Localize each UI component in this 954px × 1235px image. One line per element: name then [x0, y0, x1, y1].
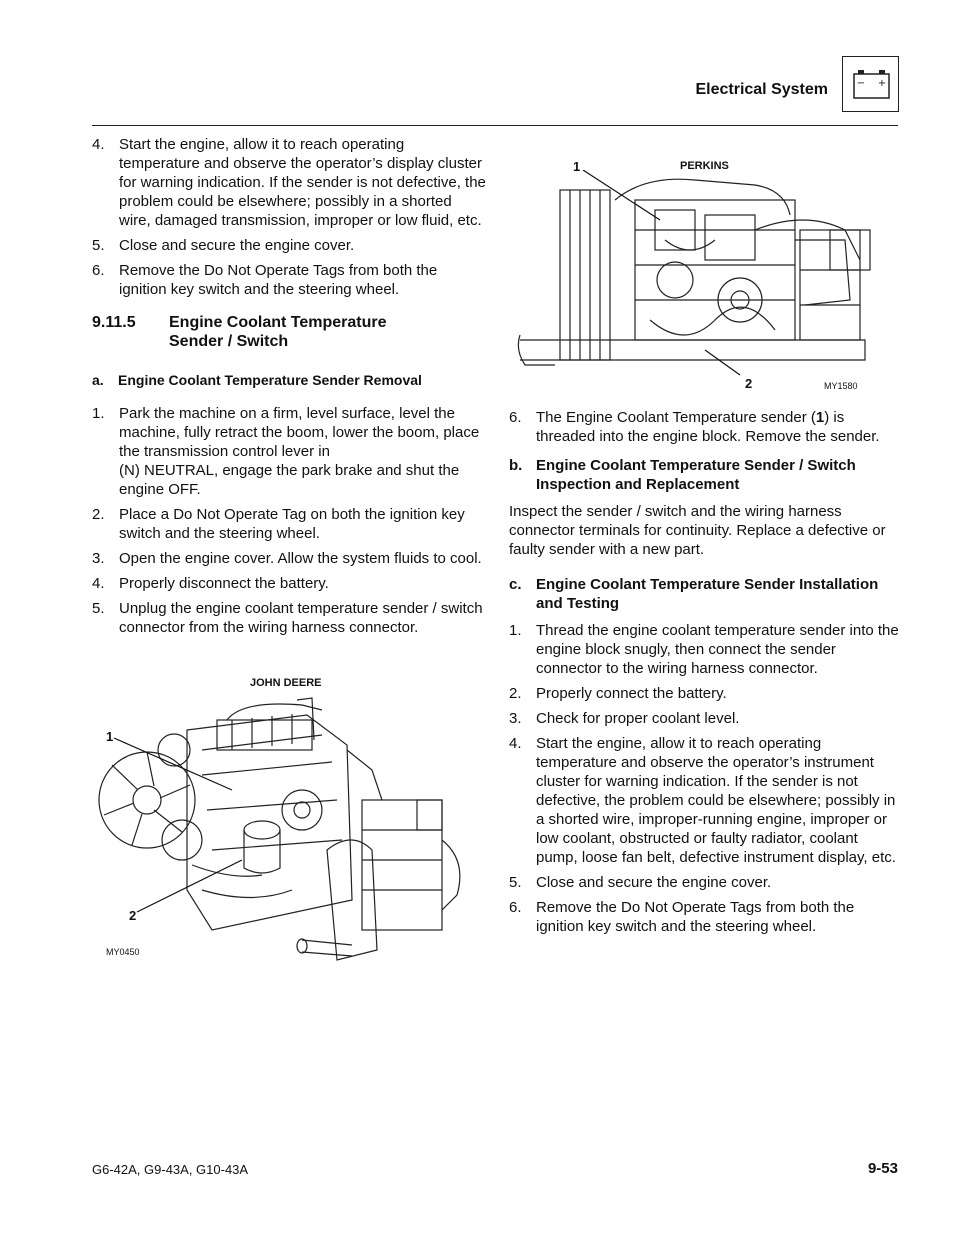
section-heading [92, 313, 487, 351]
list-item [92, 236, 487, 255]
step-text [119, 404, 487, 499]
step-text-part2: (N) NEUTRAL, engage the park brake and shut the engine OFF. [119, 462, 460, 498]
step-text: Start the engine, allow it to reach operating temperature and observe the operator’s display cluster for warning indication. If the sender is not defective, the problem could be elsewhere; possibly in a shorted wire, damaged transmission, improper or low fluid, etc. [119, 136, 486, 229]
step-number: 4. [509, 735, 522, 752]
list-item [509, 734, 901, 867]
list-item [509, 684, 901, 703]
step-number: 6. [509, 409, 522, 426]
step-list-removal [92, 404, 487, 637]
step-number: 3. [92, 550, 105, 567]
list-item [509, 873, 901, 892]
list-item [509, 898, 901, 936]
subsection-heading-a [92, 371, 487, 390]
step-text: Open the engine cover. Allow the system fluids to cool. [119, 550, 482, 567]
subsection-letter: c. [509, 576, 522, 593]
engine-line-drawing [515, 170, 885, 380]
step-text-post: ) is threaded into the engine block. Remove the sender. [536, 409, 880, 445]
battery-icon [842, 56, 899, 112]
section-title-line2: Sender / Switch [169, 333, 289, 350]
step-text: Close and secure the engine cover. [536, 874, 772, 891]
battery-minus-sign: − [856, 78, 866, 89]
step-number: 6. [92, 262, 105, 279]
list-item [509, 408, 901, 446]
john-deere-engine-illustration [92, 690, 477, 965]
subsection-title: Engine Coolant Temperature Sender Installation and Testing [536, 576, 879, 612]
list-item [509, 709, 901, 728]
step-list-installation [509, 621, 901, 936]
step-list-removal-cont [509, 408, 901, 446]
header-rule [92, 125, 898, 126]
figure-label-perkins: PERKINS [680, 160, 729, 172]
subsection-title: Engine Coolant Temperature Sender Removal [118, 372, 422, 388]
step-text: Remove the Do Not Operate Tags from both the ignition key switch and the steering wheel. [536, 899, 855, 935]
step-text: Close and secure the engine cover. [119, 237, 355, 254]
step-number: 1. [509, 622, 522, 639]
left-column [92, 135, 487, 643]
list-item [92, 599, 487, 637]
step-number: 4. [92, 575, 105, 592]
subsection-heading-c [509, 575, 901, 613]
subsection-heading-b [509, 456, 901, 494]
list-item [92, 574, 487, 593]
footer-models: G6-42A, G9-43A, G10-43A [92, 1162, 249, 1177]
step-number: 5. [509, 874, 522, 891]
step-number: 1. [92, 405, 105, 422]
engine-line-drawing [92, 690, 477, 965]
battery-plus-sign: + [877, 78, 887, 89]
figure-code: MY0450 [106, 947, 140, 957]
step-text: Start the engine, allow it to reach operating temperature and observe the operator’s instrument cluster for warning indication. If the sender is not defective, the problem could be elsewhere; possibly in a shorted wire, improper-running engine, improper or low coolant, obstructed or faulty radiator, coolant pump, loose fan belt, defective instrument display, etc. [536, 735, 896, 866]
step-text: Thread the engine coolant temperature sender into the engine block snugly, then connect the sender connector to the wiring harness connector. [536, 622, 899, 677]
list-item [509, 621, 901, 678]
subsection-title: Engine Coolant Temperature Sender / Switch Inspection and Replacement [536, 457, 856, 493]
perkins-engine-illustration [515, 170, 885, 380]
step-text-pre: The Engine Coolant Temperature sender ( [536, 409, 816, 426]
list-item [92, 135, 487, 230]
step-number: 2. [509, 685, 522, 702]
step-number: 5. [92, 237, 105, 254]
figure-code: MY1580 [824, 381, 858, 391]
callout-2: 2 [129, 908, 137, 923]
step-text-part1: Park the machine on a firm, level surface, level the machine, fully retract the boom, lower the boom, place the transmission control lever in [119, 405, 480, 460]
list-item [92, 404, 487, 499]
list-item [92, 261, 487, 299]
step-number: 4. [92, 136, 105, 153]
subsection-letter: a. [92, 372, 104, 388]
right-column [509, 408, 901, 942]
section-title-line1: Engine Coolant Temperature [169, 314, 387, 331]
list-item [92, 549, 487, 568]
step-text: Place a Do Not Operate Tag on both the ignition key switch and the steering wheel. [119, 506, 465, 542]
step-text: Properly disconnect the battery. [119, 575, 329, 592]
section-number: 9.11.5 [92, 314, 136, 331]
callout-reference: 1 [815, 409, 825, 426]
step-number: 6. [509, 899, 522, 916]
step-text: Properly connect the battery. [536, 685, 727, 702]
subsection-letter: b. [509, 457, 523, 474]
step-text: Unplug the engine coolant temperature sender / switch connector from the wiring harness connector. [119, 600, 483, 636]
battery-icon-graphic [843, 57, 900, 113]
step-number: 3. [509, 710, 522, 727]
list-item [92, 505, 487, 543]
section-header-title: Electrical System [695, 81, 828, 98]
step-text [536, 408, 901, 446]
step-number: 2. [92, 506, 105, 523]
callout-1: 1 [106, 729, 114, 744]
inspection-paragraph: Inspect the sender / switch and the wiring harness connector terminals for continuity. Replace a defective or faulty sender with a new part. [509, 503, 886, 558]
callout-1: 1 [573, 159, 581, 174]
figure-label-john-deere: JOHN DEERE [250, 677, 322, 689]
step-number: 5. [92, 600, 105, 617]
section-title [169, 313, 387, 351]
step-text: Check for proper coolant level. [536, 710, 740, 727]
callout-2: 2 [745, 376, 753, 391]
page-number: 9-53 [867, 1160, 898, 1177]
step-list-top [92, 135, 487, 299]
step-text: Remove the Do Not Operate Tags from both the ignition key switch and the steering wheel. [119, 262, 438, 298]
